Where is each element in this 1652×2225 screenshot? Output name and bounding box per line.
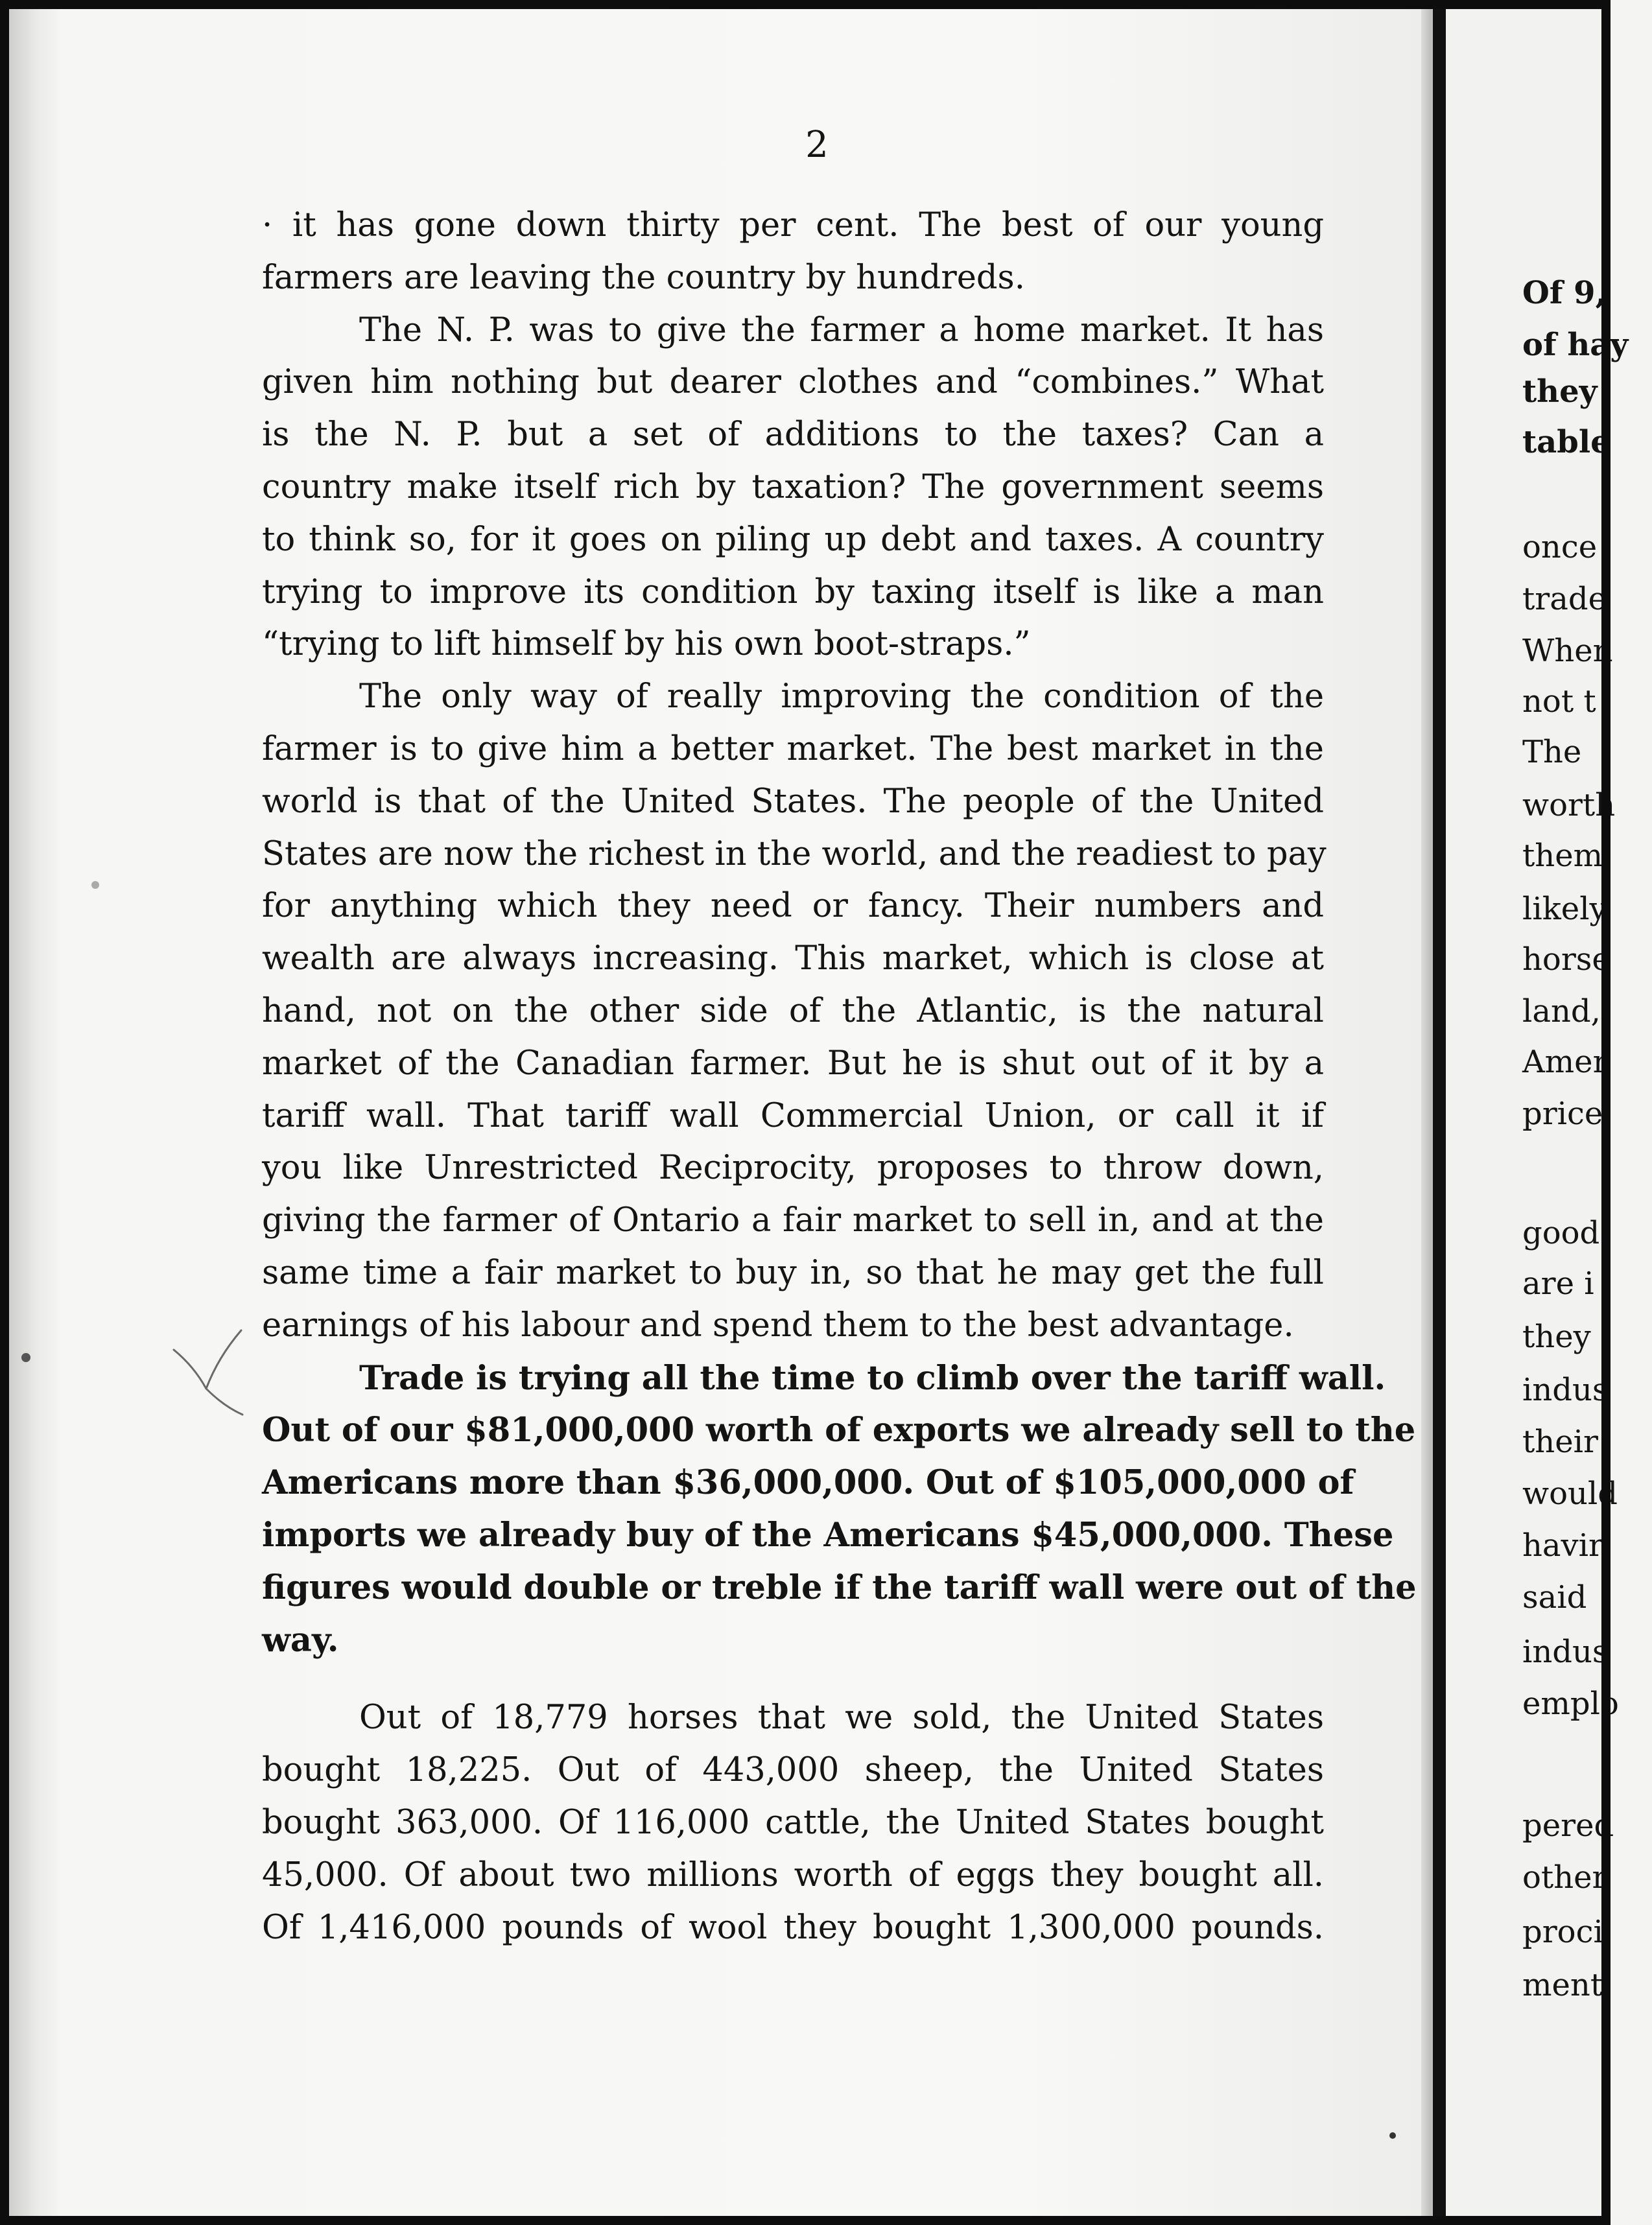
facing-page-fragment: worth [1522, 787, 1616, 823]
text-line: wealth are always increasing. This market, which is close at [262, 939, 1324, 978]
text-line: to think so, for it goes on piling up debt and taxes. A country [262, 520, 1324, 559]
facing-page-fragment: When [1522, 633, 1613, 669]
facing-page-fragment: land, [1522, 993, 1601, 1030]
facing-page-fragment: good [1522, 1215, 1600, 1251]
facing-page-fragment: them. [1522, 838, 1613, 874]
facing-page-fragment: they [1522, 1319, 1591, 1355]
facing-page-fragment: horse [1522, 941, 1611, 978]
text-line: 45,000. Of about two millions worth of eggs they bought all. [262, 1855, 1324, 1894]
text-line: States are now the richest in the world, and the readiest to pay [262, 834, 1327, 873]
facing-page-fragment: Of 9, [1522, 275, 1607, 311]
facing-page-fragment: proci [1522, 1914, 1603, 1950]
facing-page-fragment: said [1522, 1579, 1587, 1616]
text-line: given him nothing but dearer clothes and “combines.” What [262, 363, 1324, 402]
facing-page-fragment: are i [1522, 1266, 1594, 1302]
facing-page-fragment: other [1522, 1859, 1607, 1896]
text-line: tariff wall. That tariff wall Commercial Union, or call it if [262, 1096, 1324, 1135]
facing-page-fragment: havir [1522, 1527, 1603, 1564]
text-line: “trying to lift himself by his own boot-straps.” [262, 625, 1031, 664]
facing-page-fragment: indus [1522, 1634, 1609, 1670]
text-line: same time a fair market to buy in, so that he may get the full [262, 1253, 1324, 1292]
text-line: The N. P. was to give the farmer a home market. It has [359, 311, 1324, 349]
text-line: Americans more than $36,000,000. Out of $105,000,000 of [262, 1463, 1354, 1503]
facing-page-fragment: not t [1522, 683, 1596, 720]
facing-page-fragment: indus [1522, 1372, 1609, 1408]
facing-page-fragment: trade [1522, 581, 1607, 617]
text-line: imports we already buy of the Americans $45,000,000. These [262, 1515, 1394, 1555]
text-line: bought 18,225. Out of 443,000 sheep, the United States [262, 1751, 1324, 1790]
facing-page-fragment: price [1522, 1096, 1603, 1132]
text-line: is the N. P. but a set of additions to the taxes? Can a [262, 416, 1324, 454]
facing-page-fragment: their [1522, 1424, 1598, 1460]
facing-page-fragment: they [1522, 373, 1598, 410]
facing-page-fragment: pered [1522, 1807, 1614, 1844]
text-line: way. [262, 1620, 339, 1660]
text-line: market of the Canadian farmer. But he is shut out of it by a [262, 1044, 1324, 1083]
text-line: farmers are leaving the country by hundreds. [262, 258, 1025, 297]
text-line: bought 363,000. Of 116,000 cattle, the United States bought [262, 1803, 1324, 1842]
facing-page-fragment: ment [1522, 1967, 1603, 2003]
scan-speck [1384, 2126, 1403, 2146]
facing-page-fragment: table [1522, 424, 1611, 460]
facing-page-fragment: would [1522, 1476, 1618, 1512]
text-line: trying to improve its condition by taxing itself is like a man [262, 572, 1324, 611]
facing-page-fragment: likely [1522, 891, 1607, 927]
paragraph-gap [262, 1666, 1324, 1692]
text-line: hand, not on the other side of the Atlantic, is the natural [262, 991, 1324, 1030]
text-line: earnings of his labour and spend them to the best advantage. [262, 1306, 1294, 1345]
pencil-tick-mark [169, 1323, 246, 1420]
text-line: farmer is to give him a better market. The best market in the [262, 729, 1324, 768]
text-line: Of 1,416,000 pounds of wool they bought 1,300,000 pounds. [262, 1908, 1324, 1947]
text-line: Out of 18,779 horses that we sold, the United States [359, 1699, 1324, 1737]
page-number: 2 [805, 124, 829, 166]
text-line: you like Unrestricted Reciprocity, proposes to throw down, [262, 1149, 1324, 1188]
text-line: Out of our $81,000,000 worth of exports we already sell to the [262, 1411, 1416, 1450]
body-text [262, 200, 1417, 1954]
scan-speck [86, 875, 105, 895]
text-line: for anything which they need or fancy. Their numbers and [262, 887, 1324, 926]
facing-page-fragment: Amer [1522, 1044, 1608, 1080]
facing-page-fragment: The [1522, 734, 1582, 770]
scan-speck [18, 1348, 38, 1368]
text-line: figures would double or treble if the tariff wall were out of the [262, 1568, 1417, 1607]
text-line: giving the farmer of Ontario a fair market to sell in, and at the [262, 1201, 1324, 1240]
facing-page-fragment: once [1522, 529, 1598, 565]
text-line: country make itself rich by taxation? The government seems [262, 467, 1324, 506]
book-spine-shadow [1433, 9, 1446, 2216]
text-line: world is that of the United States. The people of the United [262, 782, 1324, 821]
scan-left-edge [9, 9, 60, 2216]
text-line: The only way of really improving the condition of the [359, 677, 1324, 716]
facing-page-fragment: of hay [1522, 327, 1629, 363]
facing-page-fragment: emplo [1522, 1686, 1619, 1722]
text-line: Trade is trying all the time to climb over the tariff wall. [359, 1358, 1386, 1398]
text-line: · it has gone down thirty per cent. The best of our young [262, 206, 1324, 244]
